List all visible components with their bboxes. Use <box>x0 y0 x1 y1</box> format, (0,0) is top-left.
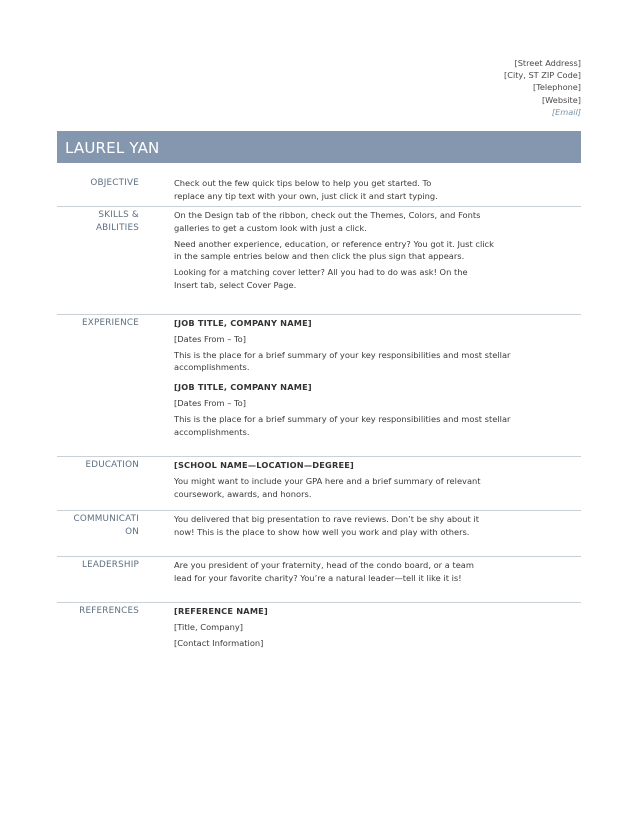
job-title-1[interactable]: [JOB TITLE, COMPANY NAME] <box>174 318 312 328</box>
leadership-section <box>57 557 581 603</box>
references-label: REFERENCES <box>79 606 139 616</box>
website[interactable]: [Website] <box>541 94 581 105</box>
experience-content <box>174 317 574 438</box>
communication-label-line1: COMMUNICATI <box>73 514 139 524</box>
resume-sections <box>57 175 581 655</box>
job-dates-1[interactable]: [Dates From – To] <box>174 333 246 344</box>
skills-content <box>174 209 574 292</box>
skills-tip-1[interactable]: On the Design tab of the ribbon, check out the Themes, Colors, and Fonts galleries to get a custom look with just a click. <box>174 210 481 233</box>
skills-label <box>57 209 139 234</box>
city-state-zip[interactable]: [City, ST ZIP Code] <box>504 70 581 81</box>
communication-label <box>57 513 139 538</box>
reference-name[interactable]: [REFERENCE NAME] <box>174 606 268 616</box>
education-section <box>57 457 581 511</box>
objective-text[interactable]: Check out the few quick tips below to help you get started. To replace any tip text with your own, just click it and start typing. <box>174 178 438 201</box>
name-banner <box>57 131 581 163</box>
communication-content <box>174 513 574 539</box>
objective-section <box>57 175 581 207</box>
job-dates-2[interactable]: [Dates From – To] <box>174 397 246 408</box>
contact-address-block <box>504 57 581 118</box>
objective-label: OBJECTIVE <box>90 178 139 188</box>
school-name[interactable]: [SCHOOL NAME—LOCATION—DEGREE] <box>174 460 354 470</box>
leadership-text[interactable]: Are you president of your fraternity, head of the condo board, or a team lead for your favorite charity? You’re a natural leader—tell it like it is! <box>174 560 474 583</box>
job-summary-2[interactable]: This is the place for a brief summary of your key responsibilities and most stellar accomplishments. <box>174 413 511 437</box>
street-address[interactable]: [Street Address] <box>514 58 581 68</box>
skills-label-line1: SKILLS & <box>98 210 139 220</box>
telephone[interactable]: [Telephone] <box>533 82 581 93</box>
education-content <box>174 459 574 500</box>
references-section <box>57 603 581 655</box>
skills-tip-2[interactable]: Need another experience, education, or reference entry? You got it. Just click in the sample entries below and then click the plus sign that appears. <box>174 238 494 262</box>
person-name[interactable]: LAUREL YAN <box>65 139 160 157</box>
leadership-label: LEADERSHIP <box>81 560 139 570</box>
reference-title-company[interactable]: [Title, Company] <box>174 621 244 632</box>
skills-section <box>57 207 581 315</box>
communication-label-line2: ON <box>125 526 139 537</box>
education-text[interactable]: You might want to include your GPA here and a brief summary of relevant coursework, awards, and honors. <box>174 475 481 499</box>
job-title-2[interactable]: [JOB TITLE, COMPANY NAME] <box>174 382 312 393</box>
objective-content <box>174 177 574 203</box>
communication-text[interactable]: You delivered that big presentation to rave reviews. Don’t be shy about it now! This is the place to show how well you work and play with others. <box>174 514 479 537</box>
leadership-content <box>174 559 574 585</box>
job-summary-1[interactable]: This is the place for a brief summary of your key responsibilities and most stellar accomplishments. <box>174 349 511 373</box>
experience-section <box>57 315 581 457</box>
skills-label-line2: ABILITIES <box>95 222 139 233</box>
education-label: EDUCATION <box>85 460 139 470</box>
experience-label: EXPERIENCE <box>82 318 139 328</box>
references-content <box>174 605 574 649</box>
email[interactable]: [Email] <box>551 106 581 117</box>
communication-section <box>57 511 581 557</box>
reference-contact[interactable]: [Contact Information] <box>174 637 264 648</box>
skills-tip-3[interactable]: Looking for a matching cover letter? All you had to do was ask! On the Insert tab, select Cover Page. <box>174 267 468 290</box>
